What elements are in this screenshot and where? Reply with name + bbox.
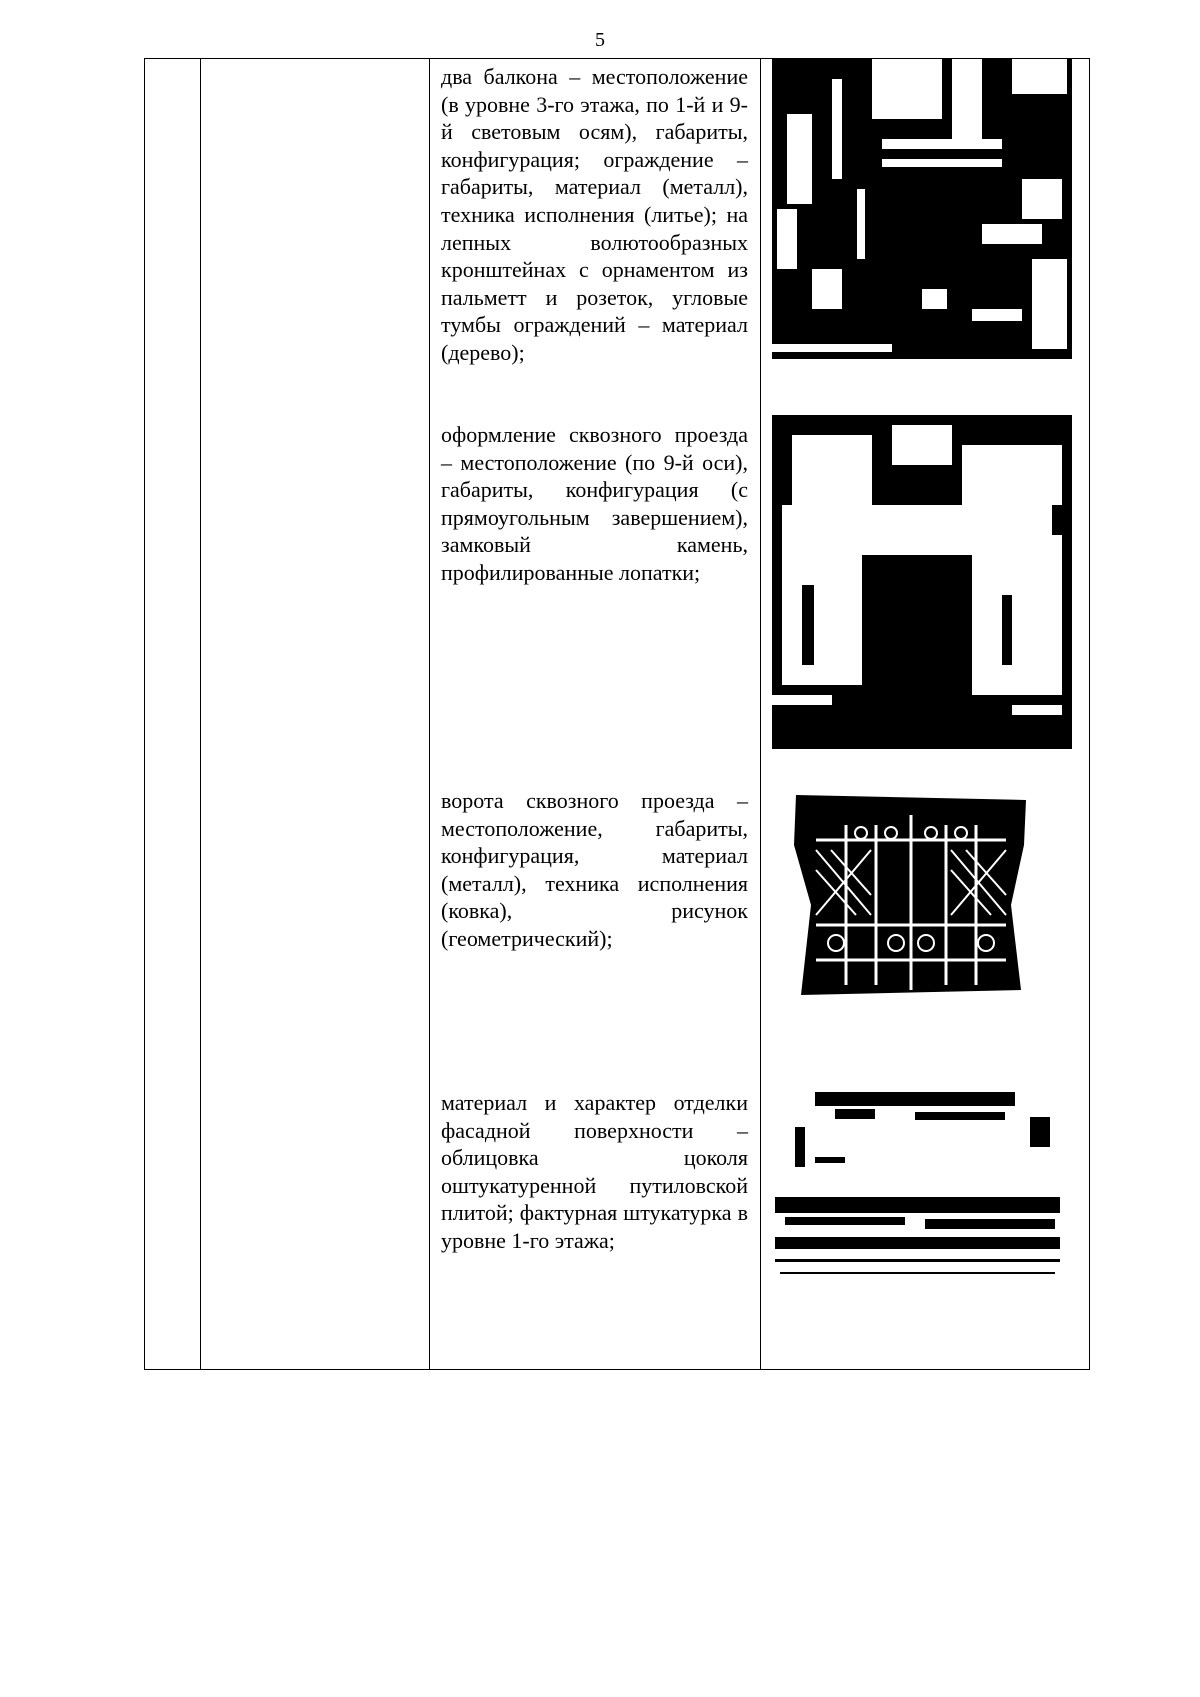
gate-description: ворота сквозного проезда – местоположение, габариты, конфигурация, материал (металл), техника исполнения (ковка), рисунок (геометрический); — [441, 788, 748, 951]
passage-photo — [772, 415, 1072, 749]
name-cell — [201, 59, 430, 1370]
description-cell — [430, 59, 761, 1370]
facade-description: материал и характер отделки фасадной поверхности – облицовка цоколя оштукатуренной путиловской плитой; фактурная штукатурка в уровне 1-го этажа; — [441, 1090, 748, 1253]
monument-elements-table — [144, 58, 1090, 1370]
balcony-description: два балкона – местоположение (в уровне 3-го этажа, по 1-й и 9-й световым осям), габариты, конфигурация; ограждение – габариты, материал (металл), техника исполнения (литье); на лепных волютообразных кронштейнах с орнаментом из пальметт и розеток, угловые тумбы ограждений – материал (дерево); — [441, 64, 748, 365]
passage-description: оформление сквозного проезда – местоположение (по 9-й оси), габариты, конфигурация (с прямоугольным завершением), замковый камень, профилированные лопатки; — [441, 422, 748, 585]
number-cell — [145, 59, 201, 1370]
photo-cell — [761, 59, 1090, 1370]
page-number: 5 — [595, 29, 605, 51]
facade-photo — [775, 1087, 1060, 1277]
balcony-photo — [772, 59, 1072, 359]
table-row — [145, 59, 1090, 1370]
gate-photo — [786, 785, 1036, 1005]
